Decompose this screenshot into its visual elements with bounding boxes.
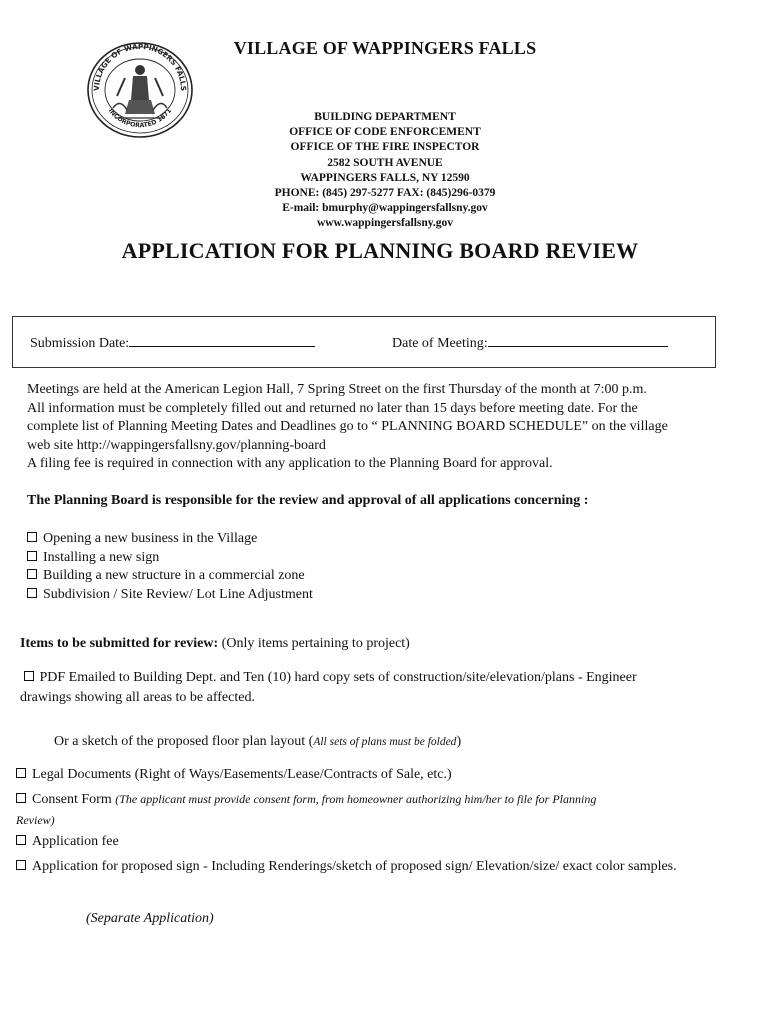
items-heading-note: (Only items pertaining to project) [218,636,410,651]
info-paragraph [27,381,747,474]
dept-line: OFFICE OF CODE ENFORCEMENT [289,126,481,139]
info-line: complete list of Planning Meeting Dates and Deadlines go to “ PLANNING BOARD SCHEDULE” on the village [27,419,668,434]
sketch-text: Or a sketch of the proposed floor plan layout ( [54,734,314,749]
checkbox[interactable] [16,860,26,870]
checkbox[interactable] [27,588,37,598]
application-type-list [27,530,313,604]
seal-bottom-text: INCORPORATED 1871 [106,107,174,130]
meeting-date-label: Date of Meeting: [392,336,488,351]
checkbox[interactable] [16,835,26,845]
checkbox[interactable] [27,532,37,542]
checkbox[interactable] [16,768,26,778]
consent-note: (The applicant must provide consent form, from homeowner authorizing him/her to file for Planning [115,792,597,806]
info-line: Meetings are held at the American Legion Hall, 7 Spring Street on the first Thursday of the month at 7:00 p.m. [27,382,647,397]
consent-item [16,789,756,831]
sign-application-label: Application for proposed sign - Including Renderings/sketch of proposed sign/ Elevation/size/ exact color samples. [32,859,677,874]
dept-line: 2582 SOUTH AVENUE [327,156,443,169]
dept-line: OFFICE OF THE FIRE INSPECTOR [290,141,480,154]
items-heading [20,636,410,652]
list-item [27,586,313,605]
sketch-note [54,734,461,750]
list-item [27,549,313,568]
dept-line: WAPPINGERS FALLS, NY 12590 [300,171,470,184]
responsibility-heading: The Planning Board is responsible for the review and approval of all applications concerning : [27,493,589,508]
submission-date-field [30,332,315,352]
seal-top-text: VILLAGE OF WAPPINGERS FALLS [91,41,189,92]
checkbox[interactable] [27,551,37,561]
sketch-close: ) [456,734,462,749]
dept-email: E-mail: bmurphy@wappingersfallsny.gov [282,202,488,215]
fee-label: Application fee [32,834,119,849]
pdf-line-1: PDF Emailed to Building Dept. and Ten (10) hard copy sets of construction/site/elevation/plans - Engineer [39,670,637,685]
dept-website: www.wappingersfallsny.gov [316,217,454,230]
legal-item [16,765,756,785]
dept-phone-fax: PHONE: (845) 297-5277 FAX: (845)296-0379 [274,187,496,200]
consent-note-cont: Review) [16,813,55,827]
form-title: APPLICATION FOR PLANNING BOARD REVIEW [121,238,639,263]
items-heading-bold: Items to be submitted for review: [20,636,219,651]
department-block [185,110,585,232]
meeting-date-field [392,332,668,352]
list-item [27,530,313,549]
checkbox-label: Building a new structure in a commercial zone [43,568,305,583]
meeting-date-input[interactable] [488,332,668,347]
info-line: A filing fee is required in connection with any application to the Planning Board for approval. [27,456,553,471]
checkbox[interactable] [16,793,26,803]
list-item [27,567,313,586]
checkbox-label: Subdivision / Site Review/ Lot Line Adjustment [43,586,313,602]
dept-line: BUILDING DEPARTMENT [314,111,456,123]
fee-item [16,832,756,852]
separate-application-note: (Separate Application) [86,911,214,926]
info-line: web site http://wappingersfallsny.gov/planning-board [27,437,326,453]
submission-date-input[interactable] [129,332,315,347]
checkbox-label: Opening a new business in the Village [43,531,258,546]
pdf-line-2: drawings showing all areas to be affected. [20,690,255,705]
legal-label: Legal Documents (Right of Ways/Easements/Lease/Contracts of Sale, etc.) [32,767,452,782]
checkbox-label: Installing a new sign [43,549,160,565]
submission-date-label: Submission Date: [30,336,130,351]
consent-label: Consent Form [32,792,116,807]
info-line: All information must be completely filled out and returned no later than 15 days before meeting date. For the [27,400,638,416]
checkbox[interactable] [24,671,34,681]
village-title: VILLAGE OF WAPPINGERS FALLS [233,38,537,58]
checkbox[interactable] [27,569,37,579]
sketch-folded-note: All sets of plans must be folded [313,736,457,748]
sign-application-item [16,857,756,877]
pdf-item [20,668,740,708]
